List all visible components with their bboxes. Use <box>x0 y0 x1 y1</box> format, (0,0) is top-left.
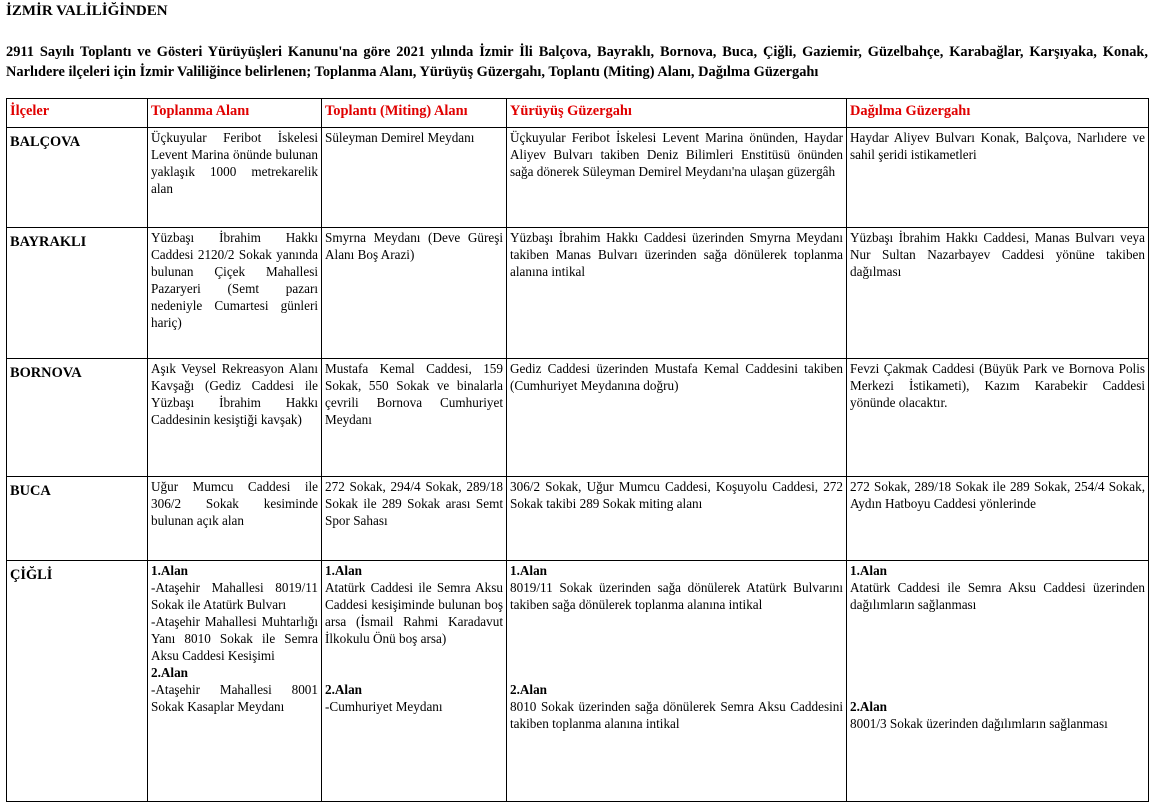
march-route-cell <box>507 561 847 802</box>
meeting-area-cell: Mustafa Kemal Caddesi, 159 Sokak, 550 Sokak ve binalarla çevrili Bornova Cumhuriyet Meydanı <box>322 359 507 477</box>
march-route-cell: 306/2 Sokak, Uğur Mumcu Caddesi, Koşuyolu Caddesi, 272 Sokak takibi 289 Sokak miting alanı <box>507 477 847 561</box>
area-1-label: 1.Alan <box>325 563 363 578</box>
gathering-area-cell: Üçkuyular Feribot İskelesi Levent Marina önünde bulunan yaklaşık 1000 metrekarelik alan <box>148 128 322 228</box>
dispersal-route-cell: Fevzi Çakmak Caddesi (Büyük Park ve Bornova Polis Merkezi İstikameti), Kazım Karabekir Caddesi yönünde olacaktır. <box>847 359 1149 477</box>
area-1-item: 8019/11 Sokak üzerinden sağa dönülerek Atatürk Bulvarını takiben sağa dönülerek toplanma alanına intikal <box>510 580 843 612</box>
document-subtitle: 2911 Sayılı Toplantı ve Gösteri Yürüyüşleri Kanunu'na göre 2021 yılında İzmir İli Balçova, Bayraklı, Bornova, Buca, Çiğli, Gaziemir, Güzelbahçe, Karabağlar, Karşıyaka, Konak, Narlıdere ilçeleri için İzmir Valiliğince belirlenen; Toplanma Alanı, Yürüyüş Güzergahı, Toplantı (Miting) Alanı, Dağılma Güzergahı <box>6 44 1148 80</box>
march-route-cell: Üçkuyular Feribot İskelesi Levent Marina önünden, Haydar Aliyev Bulvarı takiben Deniz Bilimleri Enstitüsü önünden sağa dönerek Süleyman Demirel Meydanı'na ulaşan güzergâh <box>507 128 847 228</box>
table-row <box>7 561 1149 802</box>
table-row <box>7 477 1149 561</box>
column-header-meeting-area: Toplantı (Miting) Alanı <box>322 99 507 128</box>
area-2-item: -Cumhuriyet Meydanı <box>325 699 443 714</box>
march-route-cell: Gediz Caddesi üzerinden Mustafa Kemal Caddesini takiben (Cumhuriyet Meydanına doğru) <box>507 359 847 477</box>
district-cell: ÇİĞLİ <box>7 561 148 802</box>
area-1-item: Atatürk Caddesi ile Semra Aksu Caddesi üzerinden dağılımların sağlanması <box>850 580 1145 612</box>
meeting-area-cell <box>322 561 507 802</box>
column-header-dispersal-route: Dağılma Güzergahı <box>847 99 1149 128</box>
rally-routes-table <box>6 98 1149 802</box>
area-2-label: 2.Alan <box>325 682 363 697</box>
area-2-label: 2.Alan <box>151 665 189 680</box>
meeting-area-cell: Smyrna Meydanı (Deve Güreşi Alanı Boş Arazi) <box>322 228 507 359</box>
dispersal-route-cell: 272 Sokak, 289/18 Sokak ile 289 Sokak, 254/4 Sokak, Aydın Hatboyu Caddesi yönlerinde <box>847 477 1149 561</box>
area-1-label: 1.Alan <box>850 563 888 578</box>
column-header-district: İlçeler <box>7 99 148 128</box>
dispersal-route-cell: Yüzbaşı İbrahim Hakkı Caddesi, Manas Bulvarı veya Nur Sultan Nazarbayev Caddesi yönüne takiben dağılması <box>847 228 1149 359</box>
area-2-label: 2.Alan <box>850 699 888 714</box>
dispersal-route-cell: Haydar Aliyev Bulvarı Konak, Balçova, Narlıdere ve sahil şeridi istikametleri <box>847 128 1149 228</box>
column-header-march-route: Yürüyüş Güzergahı <box>507 99 847 128</box>
area-2-item: 8001/3 Sokak üzerinden dağılımların sağlanması <box>850 716 1108 731</box>
meeting-area-cell: 272 Sokak, 294/4 Sokak, 289/18 Sokak ile 289 Sokak arası Semt Spor Sahası <box>322 477 507 561</box>
area-1-item: -Ataşehir Mahallesi Muhtarlığı Yanı 8010 Sokak ile Semra Aksu Caddesi Kesişimi <box>151 614 318 663</box>
area-1-label: 1.Alan <box>510 563 548 578</box>
area-2-item: 8010 Sokak üzerinden sağa dönülerek Semra Aksu Caddesini takiben toplanma alanına intikal <box>510 699 843 731</box>
gathering-area-cell: Uğur Mumcu Caddesi ile 306/2 Sokak kesiminde bulunan açık alan <box>148 477 322 561</box>
column-header-gathering-area: Toplanma Alanı <box>148 99 322 128</box>
area-2-label: 2.Alan <box>510 682 548 697</box>
district-cell: BUCA <box>7 477 148 561</box>
table-row <box>7 228 1149 359</box>
march-route-cell: Yüzbaşı İbrahim Hakkı Caddesi üzerinden Smyrna Meydanı takiben Manas Bulvarı üzerinden sağa dönülerek toplanma alanına intikal <box>507 228 847 359</box>
district-cell: BAYRAKLI <box>7 228 148 359</box>
area-1-item: Atatürk Caddesi ile Semra Aksu Caddesi kesişiminde bulunan boş arsa (İsmail Rahmi Karadavut İlkokulu Önü boş arsa) <box>325 580 503 646</box>
meeting-area-cell: Süleyman Demirel Meydanı <box>322 128 507 228</box>
page-title: İZMİR VALİLİĞİNDEN <box>6 3 168 19</box>
gathering-area-cell: Aşık Veysel Rekreasyon Alanı Kavşağı (Gediz Caddesi ile Yüzbaşı İbrahim Hakkı Caddesinin kesiştiği kavşak) <box>148 359 322 477</box>
area-2-item: -Ataşehir Mahallesi 8001 Sokak Kasaplar Meydanı <box>151 682 318 714</box>
table-row <box>7 359 1149 477</box>
district-cell: BALÇOVA <box>7 128 148 228</box>
area-1-item: -Ataşehir Mahallesi 8019/11 Sokak ile Atatürk Bulvarı <box>151 580 318 612</box>
dispersal-route-cell <box>847 561 1149 802</box>
table-header-row <box>7 99 1149 128</box>
gathering-area-cell <box>148 561 322 802</box>
gathering-area-cell: Yüzbaşı İbrahim Hakkı Caddesi 2120/2 Sokak yanında bulunan Çiçek Mahallesi Pazaryeri (Semt pazarı nedeniyle Cumartesi günleri hariç) <box>148 228 322 359</box>
district-cell: BORNOVA <box>7 359 148 477</box>
area-1-label: 1.Alan <box>151 563 189 578</box>
table-row <box>7 128 1149 228</box>
